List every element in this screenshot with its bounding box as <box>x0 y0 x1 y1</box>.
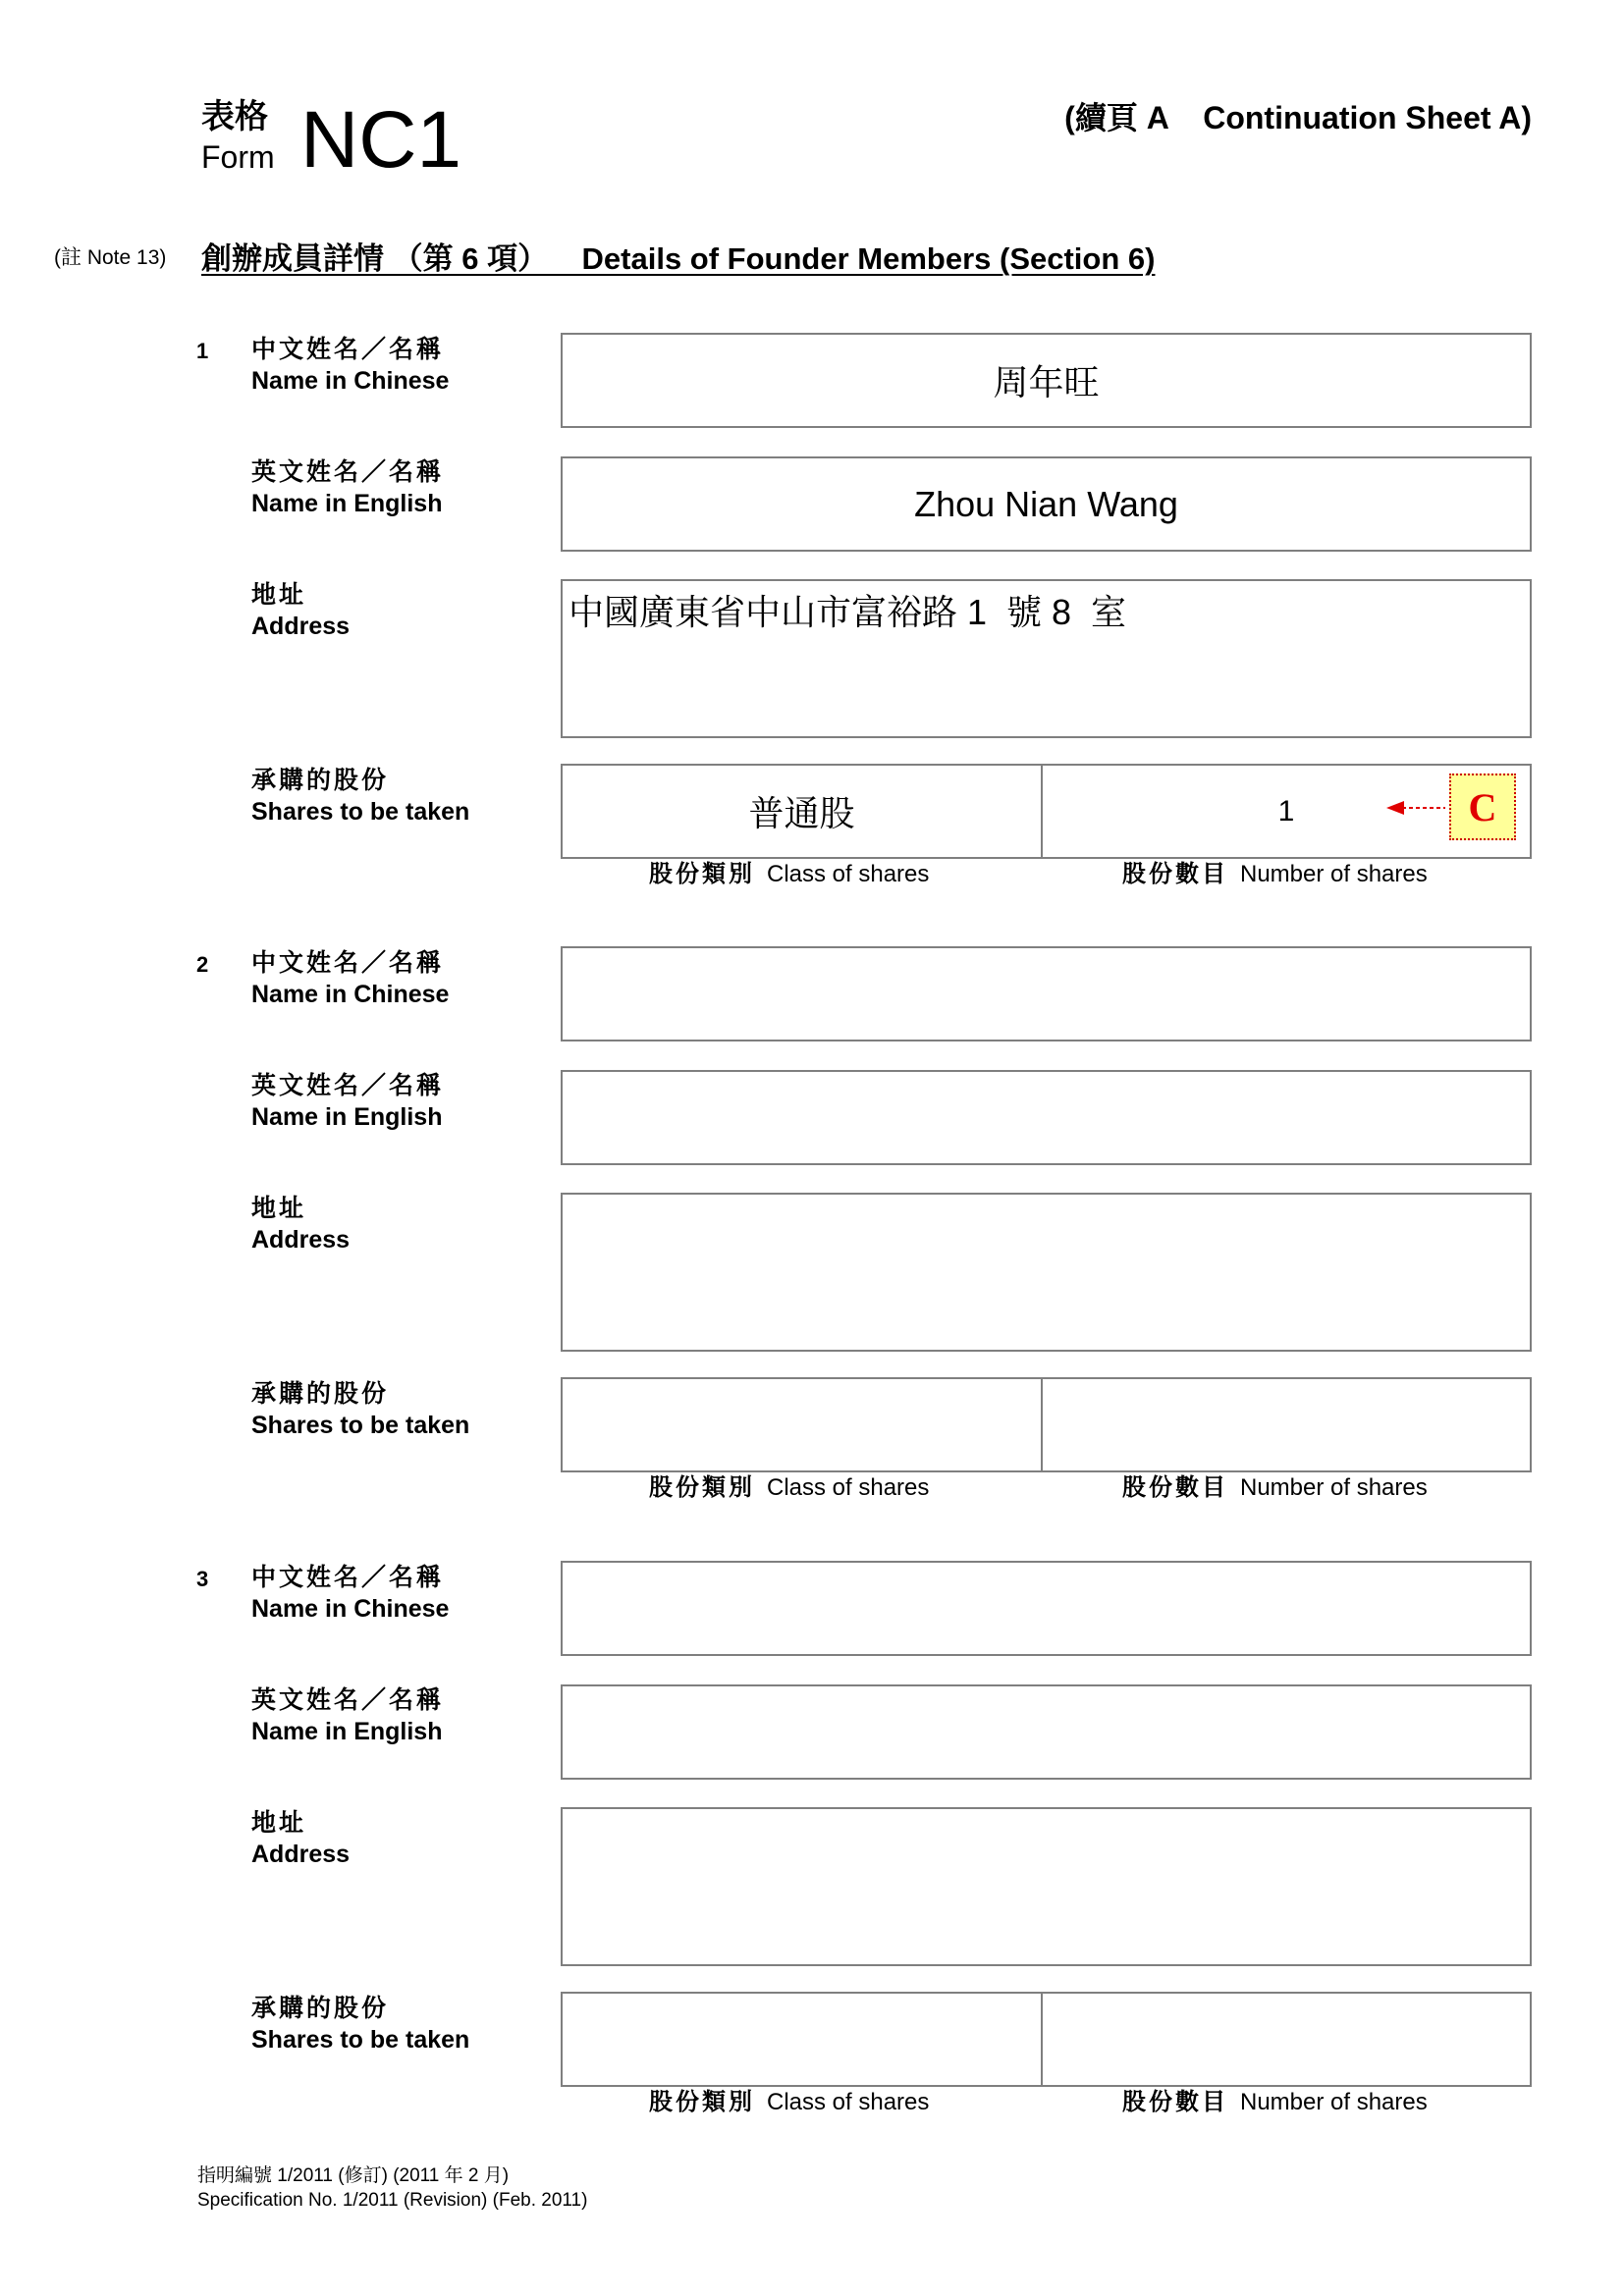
address-field[interactable] <box>561 1807 1532 1966</box>
share-number-field[interactable] <box>1043 1994 1530 2085</box>
member-number: 2 <box>196 952 209 977</box>
shares-label-en: Shares to be taken <box>251 2026 470 2054</box>
name-english-value: Zhou Nian Wang <box>914 483 1178 524</box>
name-chinese-value <box>563 1563 1530 1654</box>
address-label-en: Address <box>251 613 351 640</box>
founder-member-3 <box>0 1228 1624 2115</box>
name-english-label-zh: 英文姓名／名稱 <box>251 1072 445 1099</box>
name-chinese-value <box>563 948 1530 1040</box>
shares-label-zh: 承購的股份 <box>251 1995 390 2022</box>
form-label-zh: 表格 <box>201 98 268 135</box>
name-english-field[interactable] <box>561 1684 1532 1780</box>
name-english-label-en: Name in English <box>251 1103 443 1131</box>
annotation-marker-c: C <box>1449 774 1516 840</box>
address-label-zh: 地址 <box>251 581 307 609</box>
name-english-label-en: Name in English <box>251 490 443 517</box>
member-number: 1 <box>196 339 209 363</box>
shares-label-en: Shares to be taken <box>251 1412 470 1439</box>
name-english-label-en: Name in English <box>251 1718 443 1745</box>
address-label-zh: 地址 <box>251 1195 307 1222</box>
address-label-en: Address <box>251 1841 351 1868</box>
address-label-zh: 地址 <box>251 1809 307 1837</box>
founder-member-2 <box>0 614 1624 1501</box>
caption-zh: 股份類別 <box>649 2089 755 2115</box>
caption-zh: 股份數目 <box>1122 861 1228 887</box>
caption-zh: 股份數目 <box>1122 2089 1228 2115</box>
address-value: 中國廣東省中山市富裕路 1 號 8 室 <box>568 592 1127 632</box>
specification-en: Specification No. 1/2011 (Revision) (Feb. 2011) <box>197 2190 588 2211</box>
name-english-label-zh: 英文姓名／名稱 <box>251 1686 445 1714</box>
caption-en: Class of shares <box>767 861 930 887</box>
name-chinese-label-en: Name in Chinese <box>251 981 450 1008</box>
caption-zh: 股份數目 <box>1122 1474 1228 1501</box>
name-chinese-label-en: Name in Chinese <box>251 1595 450 1623</box>
shares-label-zh: 承購的股份 <box>251 767 390 794</box>
note-reference: (註 Note 13) <box>54 246 167 269</box>
shares-label-en: Shares to be taken <box>251 798 470 826</box>
name-english-value <box>563 1686 1530 1778</box>
address-label-en: Address <box>251 1226 351 1254</box>
caption-en: Number of shares <box>1240 861 1428 887</box>
continuation-sheet-label: (續頁 A Continuation Sheet A) <box>1064 100 1532 135</box>
caption-en: Number of shares <box>1240 1474 1428 1501</box>
specification-zh: 指明編號 1/2011 (修訂) (2011 年 2 月) <box>197 2165 510 2186</box>
caption-en: Class of shares <box>767 2089 930 2115</box>
form-code: NC1 <box>300 95 462 185</box>
name-chinese-field[interactable] <box>561 946 1532 1041</box>
share-class-field[interactable] <box>563 1994 1043 2085</box>
name-english-field[interactable] <box>561 1070 1532 1165</box>
name-chinese-field[interactable] <box>561 1561 1532 1656</box>
share-number-value: 1 <box>1277 794 1295 828</box>
name-english-label-zh: 英文姓名／名稱 <box>251 458 445 486</box>
name-english-value <box>563 1072 1530 1163</box>
name-chinese-label-zh: 中文姓名／名稱 <box>251 1564 445 1591</box>
share-class-field[interactable]: 普通股 <box>563 766 1043 857</box>
name-chinese-field[interactable] <box>561 333 1532 428</box>
section-heading: 創辦成員詳情 （第 6 項） Details of Founder Members (Section 6) <box>201 241 1156 276</box>
shares-field <box>561 1992 1532 2087</box>
caption-en: Class of shares <box>767 1474 930 1501</box>
member-number: 3 <box>196 1567 209 1591</box>
name-chinese-value: 周年旺 <box>993 362 1100 402</box>
caption-zh: 股份類別 <box>649 861 755 887</box>
name-chinese-label-en: Name in Chinese <box>251 367 450 395</box>
form-label-en: Form <box>201 139 275 175</box>
founder-member-1 <box>0 0 1624 887</box>
number-of-shares-caption <box>1122 2088 1428 2117</box>
name-chinese-label-zh: 中文姓名／名稱 <box>251 336 445 363</box>
name-english-field[interactable] <box>561 456 1532 552</box>
class-of-shares-caption <box>649 2088 929 2117</box>
shares-label-zh: 承購的股份 <box>251 1380 390 1408</box>
caption-en: Number of shares <box>1240 2089 1428 2115</box>
name-chinese-label-zh: 中文姓名／名稱 <box>251 949 445 977</box>
caption-zh: 股份類別 <box>649 1474 755 1501</box>
